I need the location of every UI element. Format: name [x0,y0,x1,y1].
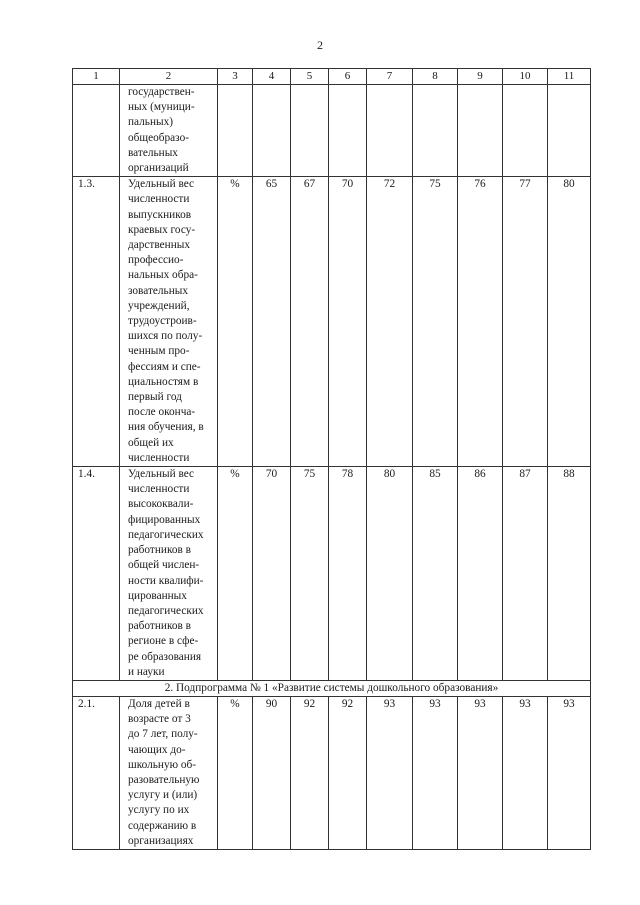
value-cell [253,85,291,177]
value-cell: 67 [291,177,329,467]
value-cell [329,85,367,177]
value-cell: 86 [458,467,503,681]
value-cell: 85 [413,467,458,681]
value-cell: 93 [367,696,413,849]
row-number: 2.1. [73,696,120,849]
value-cell: 92 [291,696,329,849]
value-cell [367,85,413,177]
table-row [73,467,591,681]
header-cell: 9 [458,69,503,85]
indicator-name: государствен- ных (муници- пальных) общеобразо- вательных организаций [120,85,218,177]
header-cell: 11 [548,69,591,85]
header-cell: 7 [367,69,413,85]
indicators-table [72,68,591,850]
header-cell: 8 [413,69,458,85]
unit-cell: % [218,696,253,849]
section-row [73,680,591,696]
value-cell: 92 [329,696,367,849]
value-cell: 70 [253,467,291,681]
value-cell [291,85,329,177]
value-cell: 80 [367,467,413,681]
section-title: 2. Подпрограмма № 1 «Развитие системы дошкольного образования» [73,680,591,696]
value-cell: 90 [253,696,291,849]
value-cell [458,85,503,177]
header-cell: 2 [120,69,218,85]
page-number: 2 [317,38,323,52]
unit-cell: % [218,467,253,681]
header-cell: 6 [329,69,367,85]
header-cell: 5 [291,69,329,85]
header-row [73,69,591,85]
header-cell: 3 [218,69,253,85]
value-cell [413,85,458,177]
table-row-continued [73,85,591,177]
value-cell: 80 [548,177,591,467]
value-cell: 93 [503,696,548,849]
row-number: 1.3. [73,177,120,467]
value-cell: 93 [458,696,503,849]
header-cell: 10 [503,69,548,85]
indicator-name: Удельный вес численности высококвали- фицированных педагогических работников в общей числен- ности квалифи- цированных педагогических работников в регионе в сфе- ре образования и науки [120,467,218,681]
indicator-name: Удельный вес численности выпускников краевых госу- дарственных профессио- нальных обра- зовательных учреждений, трудоустроив- шихся по полу- ченным про- фессиям и спе- циальностям в первый год после оконча- ния обучения, в общей их численности [120,177,218,467]
row-number [73,85,120,177]
value-cell: 93 [548,696,591,849]
value-cell: 93 [413,696,458,849]
header-cell: 4 [253,69,291,85]
unit-cell: % [218,177,253,467]
value-cell: 88 [548,467,591,681]
table-row [73,696,591,849]
value-cell [548,85,591,177]
value-cell: 77 [503,177,548,467]
table-row [73,177,591,467]
value-cell: 70 [329,177,367,467]
value-cell: 76 [458,177,503,467]
value-cell: 87 [503,467,548,681]
value-cell: 72 [367,177,413,467]
value-cell: 75 [413,177,458,467]
unit-cell [218,85,253,177]
header-cell: 1 [73,69,120,85]
value-cell: 65 [253,177,291,467]
value-cell: 78 [329,467,367,681]
value-cell: 75 [291,467,329,681]
indicator-name: Доля детей в возрасте от 3 до 7 лет, полу- чающих до- школьную об- разовательную услугу и (или) услугу по их содержанию в организациях [120,696,218,849]
row-number: 1.4. [73,467,120,681]
value-cell [503,85,548,177]
